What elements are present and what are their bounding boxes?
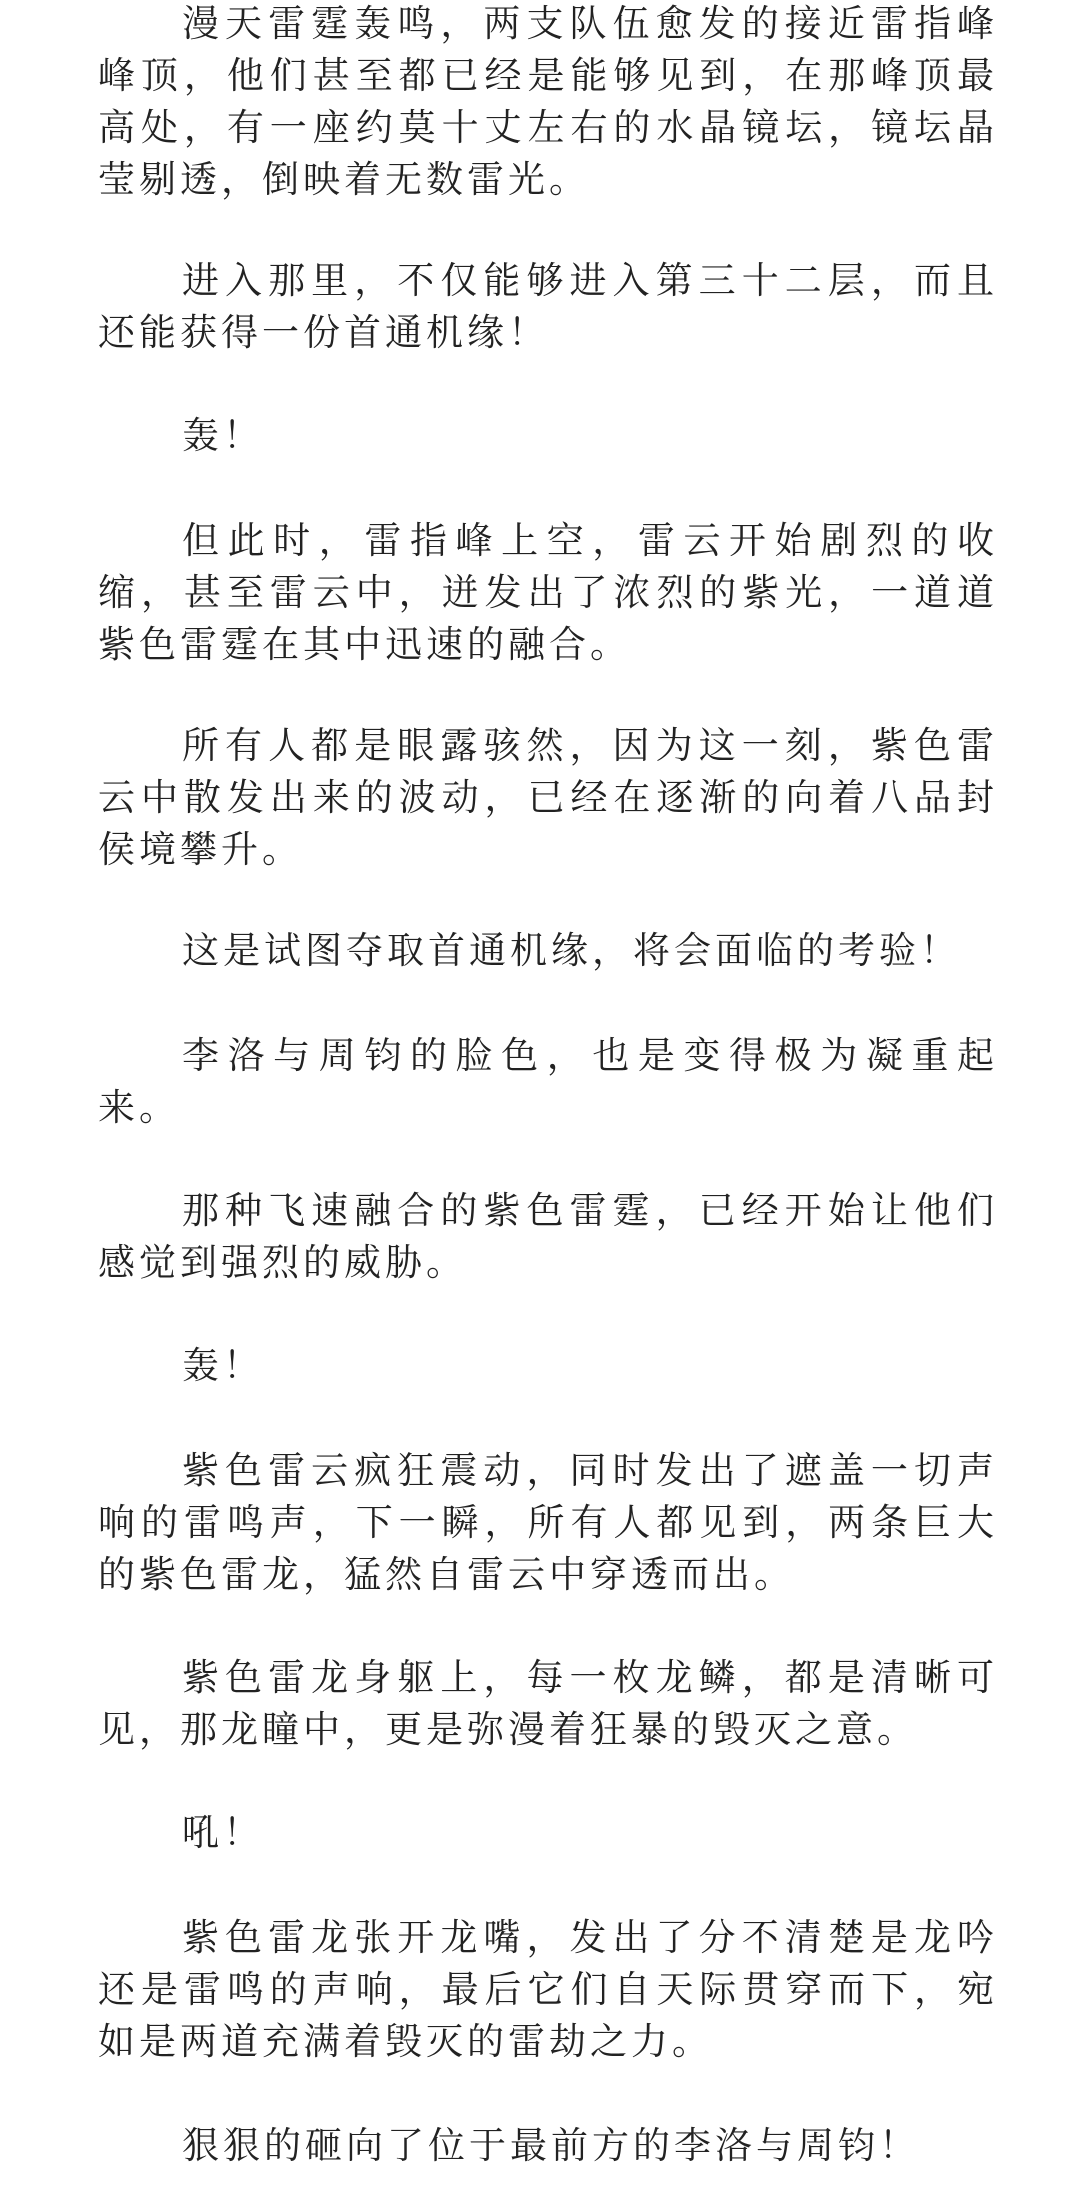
paragraph-8: 那种飞速融合的紫色雷霆，已经开始让他们感觉到强烈的威胁。 <box>98 1189 998 1284</box>
paragraph-5: 所有人都是眼露骇然，因为这一刻，紫色雷云中散发出来的波动，已经在逐渐的向着八品封侯境攀升。 <box>98 724 998 871</box>
paragraph-13: 紫色雷龙张开龙嘴，发出了分不清楚是龙吟还是雷鸣的声响，最后它们自天际贯穿而下，宛如是两道充满着毁灭的雷劫之力。 <box>98 1916 998 2063</box>
paragraph-4: 但此时，雷指峰上空，雷云开始剧烈的收缩，甚至雷云中，迸发出了浓烈的紫光，一道道紫色雷霆在其中迅速的融合。 <box>98 519 998 666</box>
paragraph-12: 吼！ <box>182 1811 264 1854</box>
paragraph-1: 漫天雷霆轰鸣，两支队伍愈发的接近雷指峰峰顶，他们甚至都已经是能够见到，在那峰顶最高处，有一座约莫十丈左右的水晶镜坛，镜坛晶莹剔透，倒映着无数雷光。 <box>98 2 998 201</box>
paragraph-14: 狠狠的砸向了位于最前方的李洛与周钧！ <box>182 2124 920 2167</box>
paragraph-2: 进入那里，不仅能够进入第三十二层，而且还能获得一份首通机缘！ <box>98 259 998 354</box>
paragraph-6: 这是试图夺取首通机缘，将会面临的考验！ <box>182 929 961 972</box>
paragraph-11: 紫色雷龙身躯上，每一枚龙鳞，都是清晰可见，那龙瞳中，更是弥漫着狂暴的毁灭之意。 <box>98 1656 998 1751</box>
paragraph-10: 紫色雷云疯狂震动，同时发出了遮盖一切声响的雷鸣声，下一瞬，所有人都见到，两条巨大的紫色雷龙，猛然自雷云中穿透而出。 <box>98 1449 998 1596</box>
paragraph-7: 李洛与周钧的脸色，也是变得极为凝重起来。 <box>98 1034 998 1129</box>
paragraph-9: 轰！ <box>182 1344 264 1387</box>
paragraph-3: 轰！ <box>182 414 264 457</box>
